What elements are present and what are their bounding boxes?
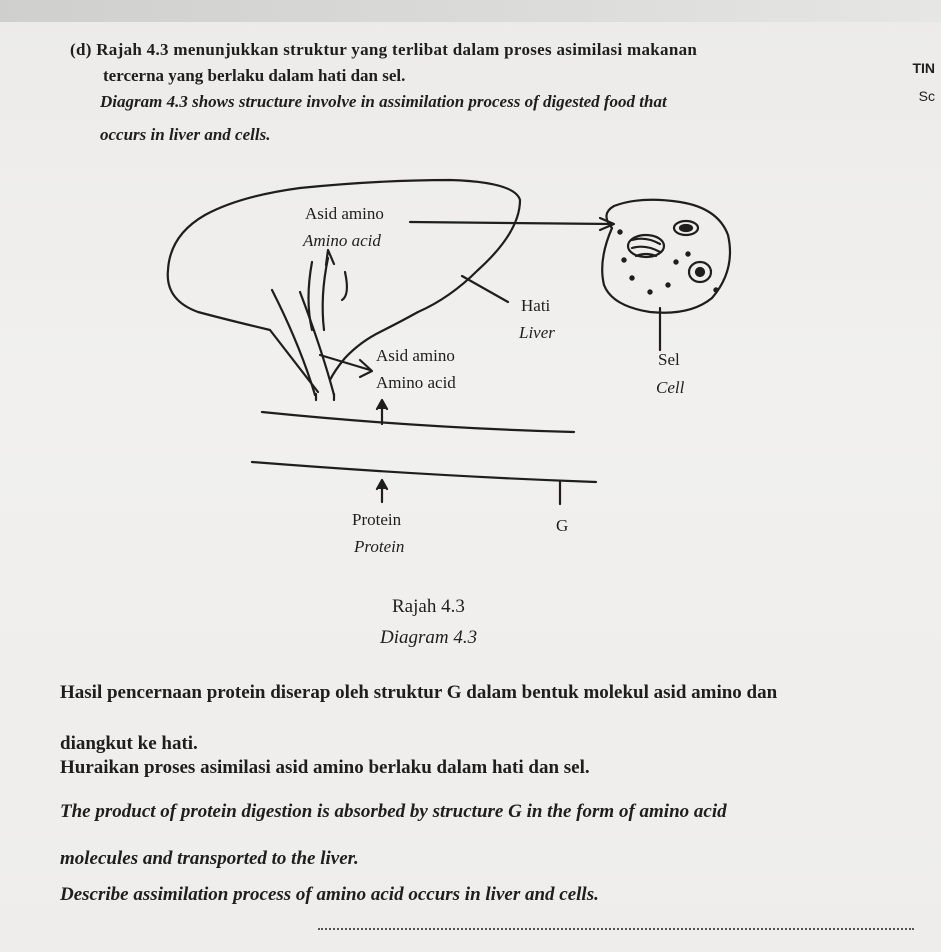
- intestine-lower-line: [252, 462, 596, 482]
- paragraph-en-line-1: The product of protein digestion is absorbed by structure G in the form of amino acid: [60, 801, 727, 822]
- hepatic-vessel-4: [323, 258, 328, 330]
- hepatic-vessel-5: [342, 272, 347, 300]
- question-line-4: occurs in liver and cells.: [100, 125, 271, 144]
- label-g: G: [556, 516, 569, 535]
- intestine-upper-line: [262, 412, 574, 432]
- question-line-1: (d) Rajah 4.3 menunjukkan struktur yang terlibat dalam proses asimilasi makanan: [70, 40, 698, 59]
- label-protein-ms: Protein: [352, 510, 402, 529]
- paragraph-ms-line-2: diangkut ke hati.: [60, 733, 198, 754]
- paragraph-ms-line-3: Huraikan proses asimilasi asid amino berlaku dalam hati dan sel.: [60, 757, 590, 778]
- paragraph-ms-line-1: Hasil pencernaan protein diserap oleh struktur G dalam bentuk molekul asid amino dan: [60, 682, 778, 703]
- label-liver: Liver: [519, 323, 555, 342]
- caption-en: Diagram 4.3: [380, 627, 478, 648]
- label-protein-en: Protein: [354, 537, 405, 556]
- question-line-3: Diagram 4.3 shows structure involve in assimilation process of digested food that: [100, 92, 667, 111]
- label-asid-amino-mid: Asid amino: [376, 346, 455, 365]
- edge-text-top: TIN: [912, 60, 935, 76]
- arrow-to-cell: [410, 222, 612, 224]
- label-hati: Hati: [521, 296, 551, 315]
- caption-ms: Rajah 4.3: [392, 596, 465, 617]
- label-cell: Cell: [656, 378, 685, 397]
- liver-pointer: [462, 276, 508, 302]
- hepatic-vessel-2: [300, 292, 334, 395]
- label-amino-acid-top: Amino acid: [303, 231, 381, 250]
- paragraph-en-line-2: molecules and transported to the liver.: [60, 848, 359, 869]
- label-amino-acid-mid: Amino acid: [376, 373, 456, 392]
- label-sel: Sel: [658, 350, 680, 369]
- vessel-arrow: [326, 250, 334, 265]
- hepatic-vessel-3: [309, 262, 313, 330]
- cell-outline: [602, 200, 730, 313]
- edge-text-second: Sc: [918, 88, 935, 104]
- question-line-2: tercerna yang berlaku dalam hati dan sel.: [103, 66, 406, 85]
- answer-dotted-line[interactable]: [318, 928, 914, 930]
- label-asid-amino-top: Asid amino: [305, 204, 384, 223]
- paragraph-en-line-3: Describe assimilation process of amino acid occurs in liver and cells.: [60, 884, 599, 905]
